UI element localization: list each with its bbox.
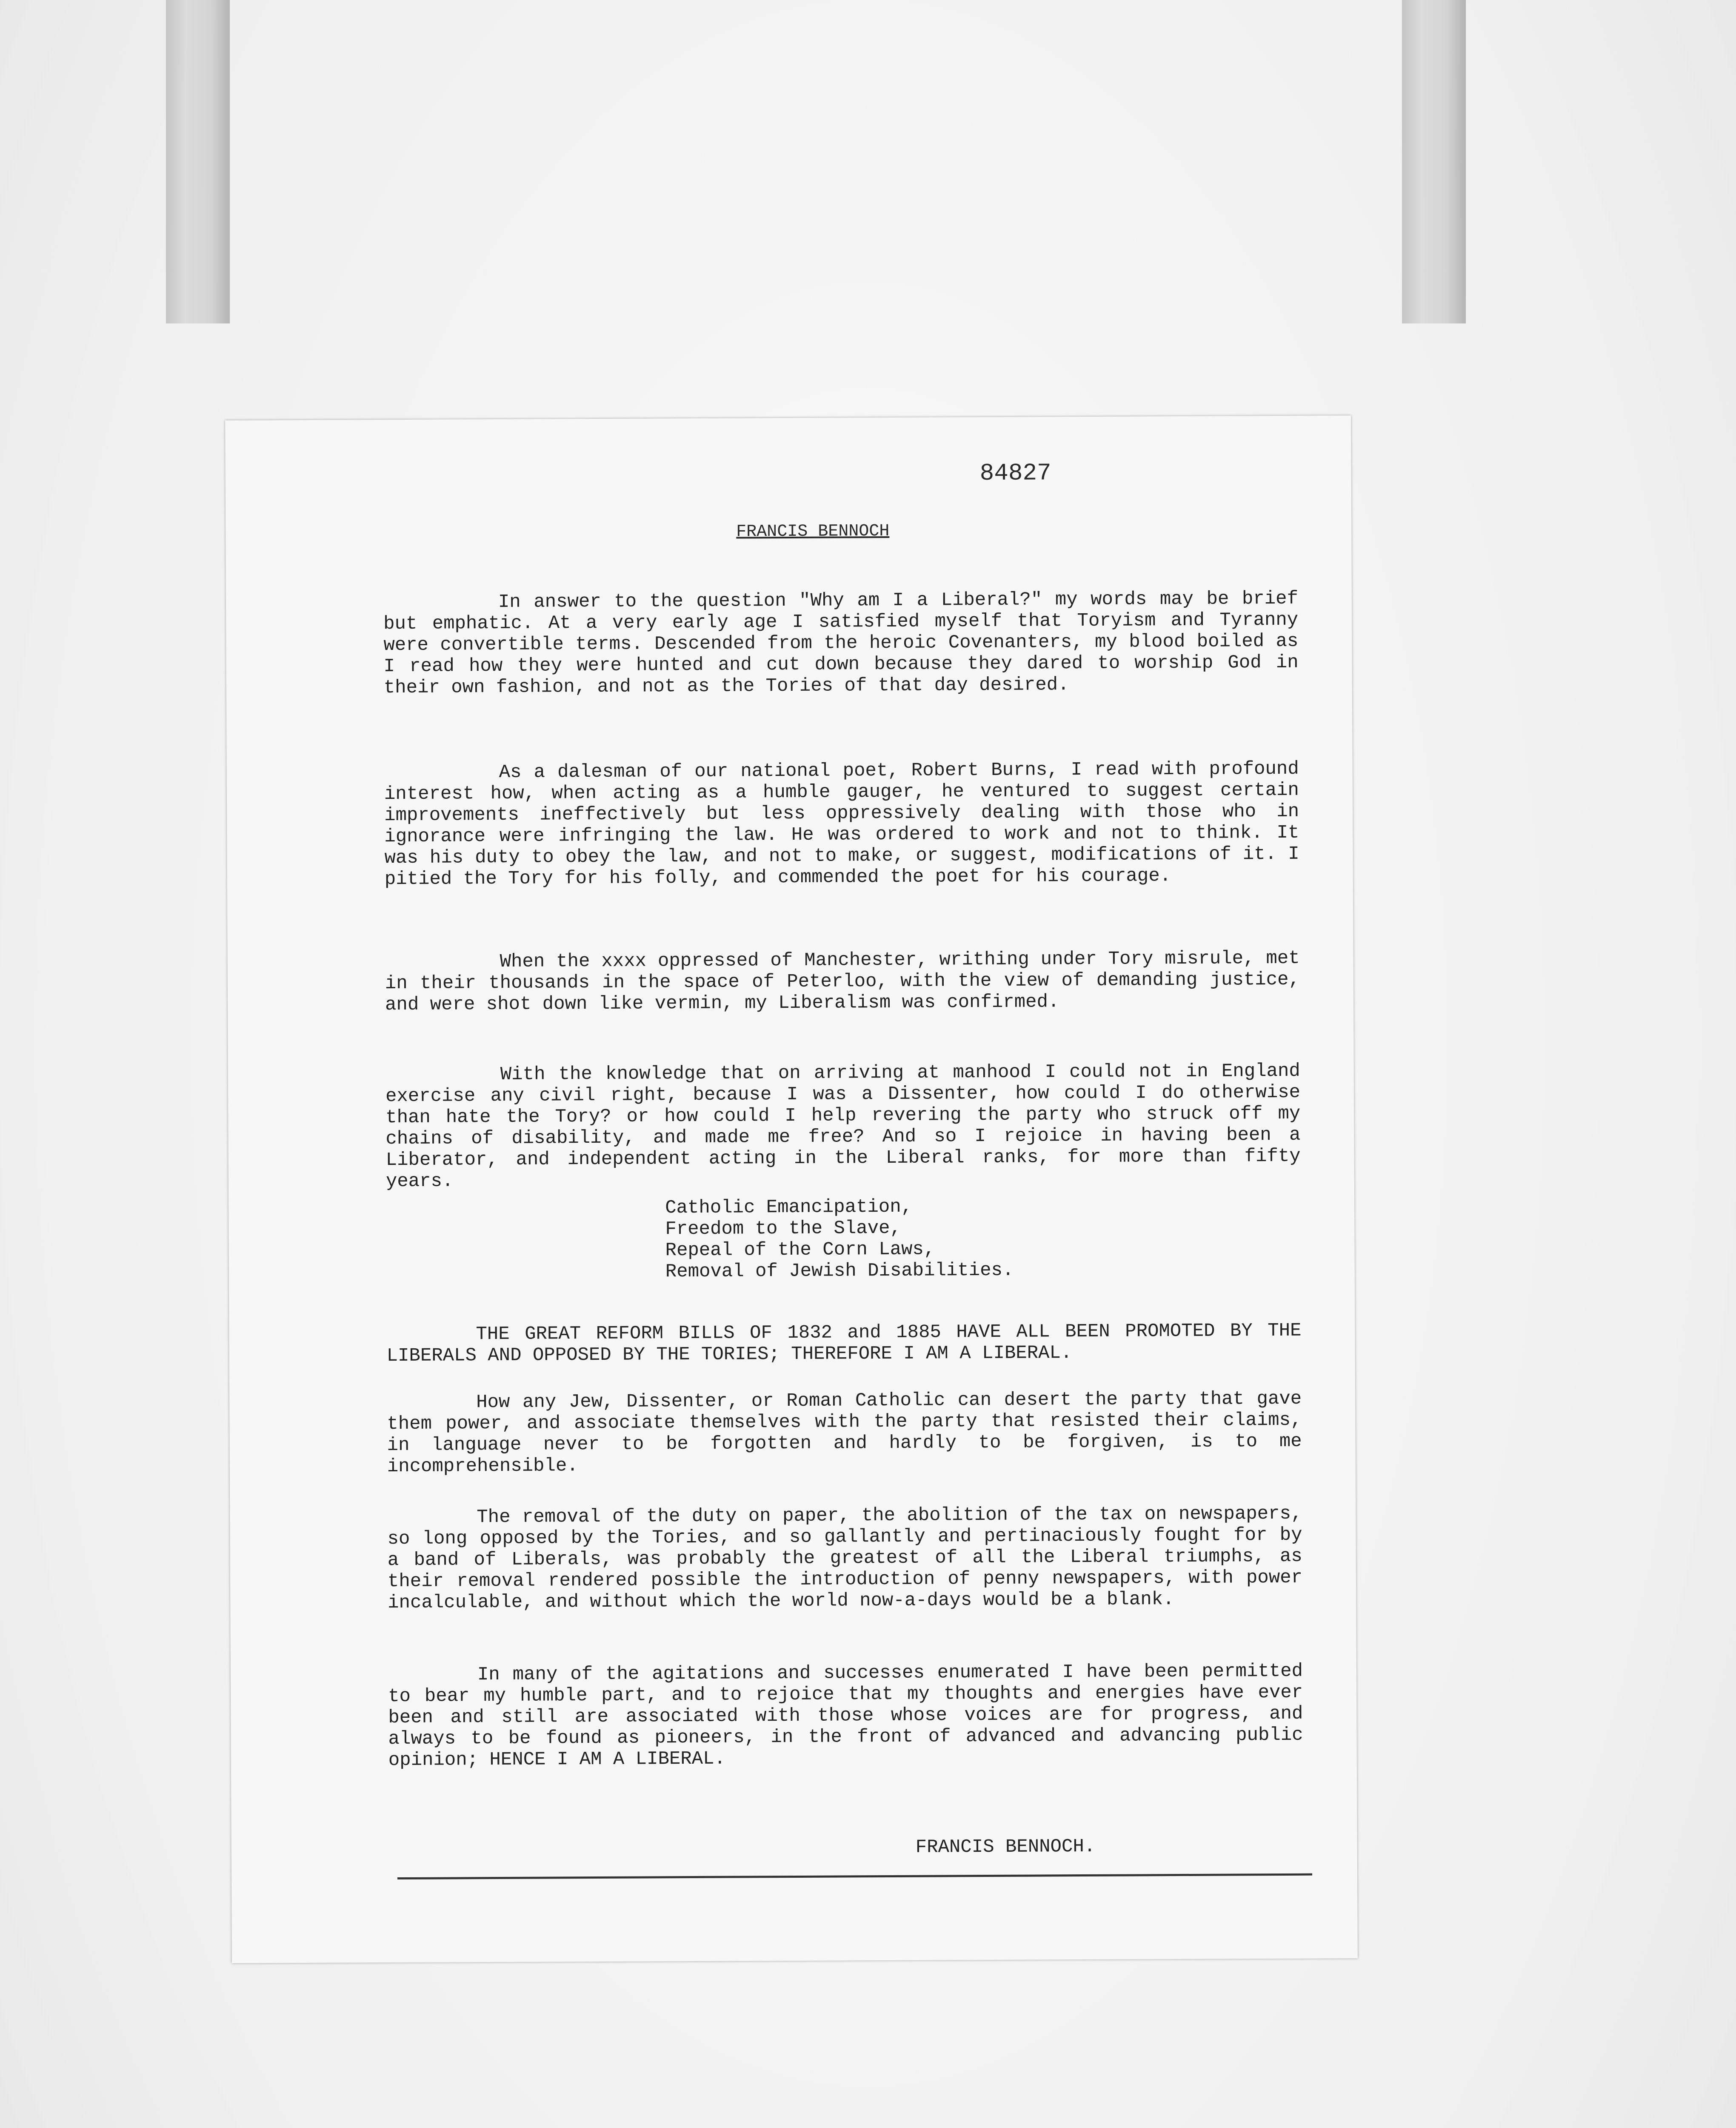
paragraph: When the xxxx oppressed of Manchester, writhing under Tory misrule, met in their thousands in the space of Peterloo, with the view of demanding justice, and were shot down like vermin, my Liberalism was confirmed. — [385, 947, 1300, 1016]
tape-top-left — [166, 0, 230, 323]
document-number: 84827 — [979, 459, 1051, 487]
paragraph: The removal of the duty on paper, the abolition of the tax on newspapers, so long opposed by the Tories, and so gallantly and pertinaciously fought for by a band of Liberals, was probably the greatest of all the Liberal triumphs, as their removal rendered possible the introduction of penny newspapers, with power incalculable, and without which the world now-a-days would be a blank. — [387, 1503, 1303, 1614]
list-item: Freedom to the Slave, — [665, 1217, 902, 1240]
divider-rule — [397, 1873, 1312, 1879]
paragraph: In many of the agitations and successes enumerated I have been permitted to bear my humble part, and to rejoice that my thoughts and energies have ever been and still are associated with those whose voices are for progress, and always to be found as pioneers, in the front of advanced and advancing public opinion; HENCE I AM A LIBERAL. — [388, 1660, 1303, 1771]
list-item: Removal of Jewish Disabilities. — [665, 1259, 1014, 1283]
paragraph: In answer to the question "Why am I a Liberal?" my words may be brief but emphatic. At a very early age I satisfied myself that Toryism and Tyranny were convertible terms. Descended from the heroic Covenanters, my blood boiled as I read how they were hunted and cut down because they dared to worship God in their own fashion, and not as the Tories of that day desired. — [383, 588, 1299, 699]
paragraph: With the knowledge that on arriving at manhood I could not in England exercise any civil right, because I was a Dissenter, how could I do otherwise than hate the Tory? or how could I help revering the party who struck off my chains of disability, and made me free? And so I rejoice in having been a Liberator, and independent acting in the Liberal ranks, for more than fifty years. — [385, 1060, 1301, 1193]
document-title: FRANCIS BENNOCH — [736, 521, 890, 542]
signature: FRANCIS BENNOCH. — [915, 1836, 1096, 1858]
typed-letter-page — [225, 415, 1358, 1963]
list-item: Catholic Emancipation, — [665, 1196, 913, 1219]
paragraph: THE GREAT REFORM BILLS OF 1832 and 1885 HAVE ALL BEEN PROMOTED BY THE LIBERALS AND OPPOSED BY THE TORIES; THEREFORE I AM A LIBERAL. — [386, 1320, 1302, 1367]
liberal-achievements-list — [665, 1196, 1014, 1283]
list-item: Repeal of the Corn Laws, — [665, 1238, 935, 1261]
paragraph: How any Jew, Dissenter, or Roman Catholic can desert the party that gave them power, and associate themselves with the party that resisted their claims, in language never to be forgotten and hardly to be forgiven, is to me incomprehensible. — [387, 1388, 1302, 1478]
paragraph: As a dalesman of our national poet, Robert Burns, I read with profound interest how, when acting as a humble gauger, he ventured to suggest certain improvements ineffectively but less oppressively dealing with those who in ignorance were infringing the law. He was ordered to work and not to think. It was his duty to obey the law, and not to make, or suggest, modifications of it. I pitied the Tory for his folly, and commended the poet for his courage. — [384, 758, 1299, 890]
tape-top-right — [1402, 0, 1466, 323]
